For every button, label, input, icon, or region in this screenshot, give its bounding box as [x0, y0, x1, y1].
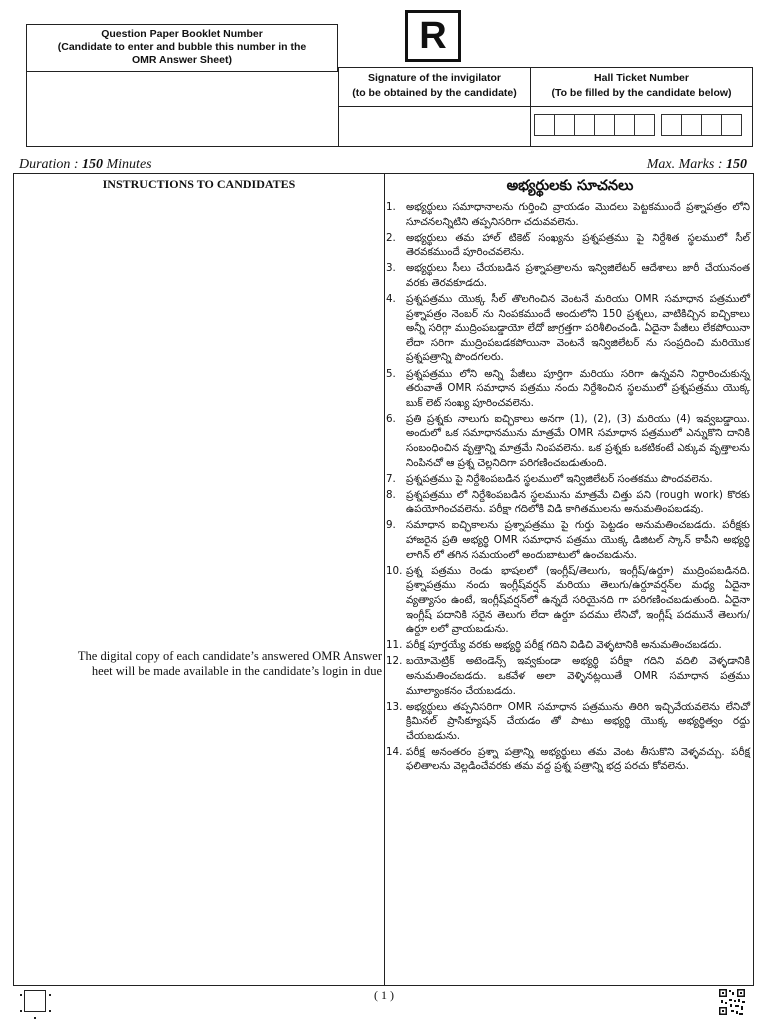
- instruction-item: [386, 412, 750, 470]
- hall-ticket-digit-box[interactable]: [614, 114, 635, 136]
- duration: [19, 157, 152, 173]
- instruction-text: అభ్యర్థులు సీలు చేయబడిన ప్రశ్నాపత్రాలను ఇన్విజిలేటర్ ఆదేశాలు జారీ చేయునంత వరకు తెరవకూడదు.: [406, 262, 750, 289]
- registration-dot: [34, 1017, 36, 1019]
- page-number: ( 1 ): [374, 988, 394, 1002]
- instruction-text: పరీక్ష అనంతరం ప్రశ్నా పత్రాన్ని అభ్యర్థులు తమ వెంట తీసుకొని వెళ్ళవచ్చు. పరీక్ష ఫలితాలను వెల్లడించేవరకు తమ వద్ద ప్రశ్న పత్రాన్ని భద్ర పరచు కోవలెను.: [406, 745, 750, 773]
- instruction-text: ప్రశ్నపత్రము లోని అన్ని పేజీలు పూర్తిగా మరియు సరిగా ఉన్నవని నిర్ధారించుకున్న తరువాతే OMR సమాధాన పత్రము నందు నిర్దేశించిన స్థలములో ప్రశ్నపత్రము యొక్క బుక్ లెట్ సంఖ్య పూరించవలెను.: [406, 367, 750, 409]
- instruction-text: అభ్యర్థులు తమ హాల్ టికెట్ సంఖ్యను ప్రశ్నపత్రము పై నిర్దేశిత స్థలములో సీల్ తెరవకముందే పూరించవలెను.: [406, 231, 750, 259]
- instruction-item: [386, 231, 750, 260]
- column-divider: [384, 173, 385, 986]
- instruction-text: ప్రశ్న పత్రము రెండు భాషలలో (ఇంగ్లీష్/తెలుగు, ఇంగ్లీష్/ఉర్దూ) ముద్రింపబడినది. ప్రశ్నాపత్రము నందు ఇంగ్లీష్‌వర్షన్ మరియు తెలుగు/ఉర్దూవర్షన్‌ల మధ్య ఏదైనా వ్యత్యాసం ఉంటే, ఇంగ్లీష్‌వర్షన్‌లో ఉన్నదే సరియైనది గా పరిగణించబడుతుంది. ఏదైనా ఇంగ్లీష్ పదానికి సరైన తెలుగు లేదా ఉర్దూ పదము లేనిచో, ఇంగ్లీష్ పదమునే తెలుగు/ఉర్దూ లలో వ్రాయబడును.: [406, 564, 750, 636]
- telugu-instructions-list: [386, 200, 750, 776]
- registration-dot: [20, 1010, 22, 1012]
- booklet-number-label-line: (Candidate to enter and bubble this number in the: [57, 41, 307, 53]
- instruction-item: [386, 638, 750, 653]
- duration-value: 150: [82, 157, 103, 172]
- instruction-text: ప్రతి ప్రశ్నకు నాలుగు ఐచ్ఛికాలు అనగా (1), (2), (3) మరియు (4) ఇవ్వబడ్డాయి. అందులో ఒక సమాధానమును మాత్రమే OMR సమాధాన పత్రములో ఎన్నుకొని దానికి సంబంధించిన వృత్తాన్ని మాత్రమే నింపవలెను. ఒక ప్రశ్నకు ఒకటికంటే ఎక్కువ వృత్తాలను నింపినచో ఆ ప్రశ్న చెల్లనిదిగా పరిగణించబడుతుంది.: [406, 412, 750, 469]
- hall-ticket-digit-boxes: [534, 114, 741, 136]
- instruction-item: [386, 488, 750, 517]
- hall-ticket-digit-box[interactable]: [701, 114, 722, 136]
- instruction-text: ప్రశ్నపత్రము యొక్క సీల్ తొలగించిన వెంటనే మరియు OMR సమాధాన పత్రములో ప్రశ్నాపత్రం నెంబర్ ను నింపకముందే అందులోని 150 ప్రశ్నలు, వాటికిచ్చిన ఐచ్ఛికాలు అన్నీ సరిగ్గా ముద్రింపబడ్డాయో లేదో జాగ్రత్తగా పరిశీలించండి. ఏదైనా పేజీలు లేకపోయినా లేదా సరిగా ముద్రింపబడకపోయినా వెంటనే ఇన్విజిలేటర్ ను సంప్రదించి మరియొక ప్రశ్నపత్రాన్ని పొందగలరు.: [406, 293, 750, 364]
- hall-ticket-digit-box[interactable]: [661, 114, 682, 136]
- max-marks-label: Max. Marks :: [646, 157, 726, 172]
- hall-ticket-digit-box[interactable]: [681, 114, 702, 136]
- instruction-item: [386, 200, 750, 229]
- instruction-item: [386, 654, 750, 698]
- duration-unit: Minutes: [103, 157, 152, 172]
- instruction-number: 7.: [386, 472, 396, 485]
- instruction-number: 4.: [386, 293, 396, 306]
- instruction-number: 13.: [386, 700, 403, 713]
- english-note-line: heet will be made available in the candidate’s login in due: [91, 664, 382, 678]
- instruction-item: [386, 518, 750, 562]
- hall-ticket-digit-box[interactable]: [634, 114, 655, 136]
- instruction-number: 8.: [386, 488, 396, 501]
- booklet-number-label: [26, 24, 338, 72]
- instruction-text: పరీక్ష పూర్తయ్యే వరకు అభ్యర్థి పరీక్ష గదిని విడిచి వెళ్ళటానికి అనుమతించబడదు.: [406, 639, 722, 652]
- instruction-number: 5.: [386, 367, 396, 380]
- instruction-item: [386, 745, 750, 774]
- signature-label-line: (to be obtained by the candidate): [352, 87, 517, 99]
- booklet-number-field[interactable]: [26, 71, 339, 147]
- instruction-text: అభ్యర్థులు తప్పనిసరిగా OMR సమాధాన పత్రమును తిరిగి ఇచ్చివేయవలెను లేనిచో క్రిమినల్ ప్రాసిక్యూషన్ చేయడం తో పాటు అభ్యర్థి యొక్క అభ్యర్థిత్వం రద్దు చేయబడును.: [406, 700, 750, 742]
- instruction-item: [386, 564, 750, 637]
- hall-ticket-digit-box[interactable]: [554, 114, 575, 136]
- telugu-instructions-title: అభ్యర్థులకు సూచనలు: [506, 178, 634, 194]
- instruction-text: ప్రశ్నపత్రము లో నిర్దేశింపబడిన స్థలమును మాత్రమే చిత్తు పని (rough work) కొరకు ఉపయోగించవలెను. పరీక్షా గదిలోకి విడి కాగితములను అనుమతింపబడవు.: [406, 488, 750, 516]
- instruction-item: [386, 292, 750, 365]
- instruction-number: 10.: [386, 564, 403, 577]
- hall-ticket-label-line: Hall Ticket Number: [594, 72, 689, 84]
- hall-ticket-digit-box[interactable]: [574, 114, 595, 136]
- max-marks-value: 150: [726, 157, 747, 172]
- instruction-number: 2.: [386, 231, 396, 244]
- series-letter-box: R: [405, 10, 461, 62]
- max-marks: [647, 157, 747, 173]
- instruction-text: సమాధాన ఐచ్ఛికాలను ప్రశ్నాపత్రము పై గుర్తు పెట్టడం అనుమతించబడదు. పరీక్షకు హాజరైన ప్రతి అభ్యర్థి OMR సమాధాన పత్రము యొక్క డిజిటల్ స్కాన్ కాపీని అభ్యర్థి లాగిన్ లో తగిన సమయంలో అందుబాటులో ఉంచబడును.: [406, 519, 750, 561]
- hall-ticket-label: [530, 67, 753, 107]
- instruction-item: [386, 261, 750, 290]
- instruction-item: [386, 367, 750, 411]
- invigilator-signature-field[interactable]: [338, 106, 531, 147]
- booklet-number-label-line: Question Paper Booklet Number: [101, 28, 263, 40]
- instruction-number: 6.: [386, 412, 396, 425]
- signature-label-line: Signature of the invigilator: [367, 72, 501, 84]
- hall-ticket-label-line: (To be filled by the candidate below): [551, 87, 732, 99]
- instruction-number: 9.: [386, 519, 396, 532]
- instruction-number: 14.: [386, 745, 403, 758]
- instruction-item: [386, 472, 750, 487]
- hall-ticket-digit-box[interactable]: [534, 114, 555, 136]
- hall-ticket-digit-box[interactable]: [594, 114, 615, 136]
- instruction-number: 1.: [386, 201, 396, 213]
- qr-code-icon: [718, 988, 746, 1016]
- invigilator-signature-label: [338, 67, 531, 107]
- booklet-number-label-line: OMR Answer Sheet): [132, 54, 232, 66]
- instruction-item: [386, 700, 750, 744]
- hall-ticket-digit-box[interactable]: [721, 114, 742, 136]
- instruction-number: 11.: [386, 639, 403, 652]
- instruction-number: 3.: [386, 262, 396, 275]
- instruction-text: బయోమెట్రిక్ అటెండెన్స్ ఇవ్వకుండా అభ్యర్థి పరీక్షా గదిని వదిలి వెళ్ళడానికి అనుమతించబడదు. ఒకవేళ అలా వెళ్ళినట్లయితే OMR సమాధాన పత్రము మూల్యాంకనం చేయబడదు.: [406, 655, 750, 697]
- english-instructions-title: INSTRUCTIONS TO CANDIDATES: [102, 177, 296, 191]
- registration-dot: [49, 1010, 51, 1012]
- duration-label: Duration :: [19, 157, 82, 172]
- english-omr-note: [30, 649, 382, 679]
- instruction-number: 12.: [386, 655, 403, 668]
- instruction-text: ప్రశ్నపత్రము పై నిర్దేశింపబడిన స్థలములో ఇన్విజిలేటర్ సంతకము పొందవలెను.: [406, 472, 713, 485]
- english-note-line: The digital copy of each candidate’s answered OMR Answer: [77, 649, 382, 663]
- instruction-text: అభ్యర్థులు సమాధానాలను గుర్తించి వ్రాయడం మొదలు పెట్టకముందే ప్రశ్నాపత్రం లోని సూచనలన్నిటిని తప్పనిసరిగా చదువవలెను.: [406, 201, 750, 228]
